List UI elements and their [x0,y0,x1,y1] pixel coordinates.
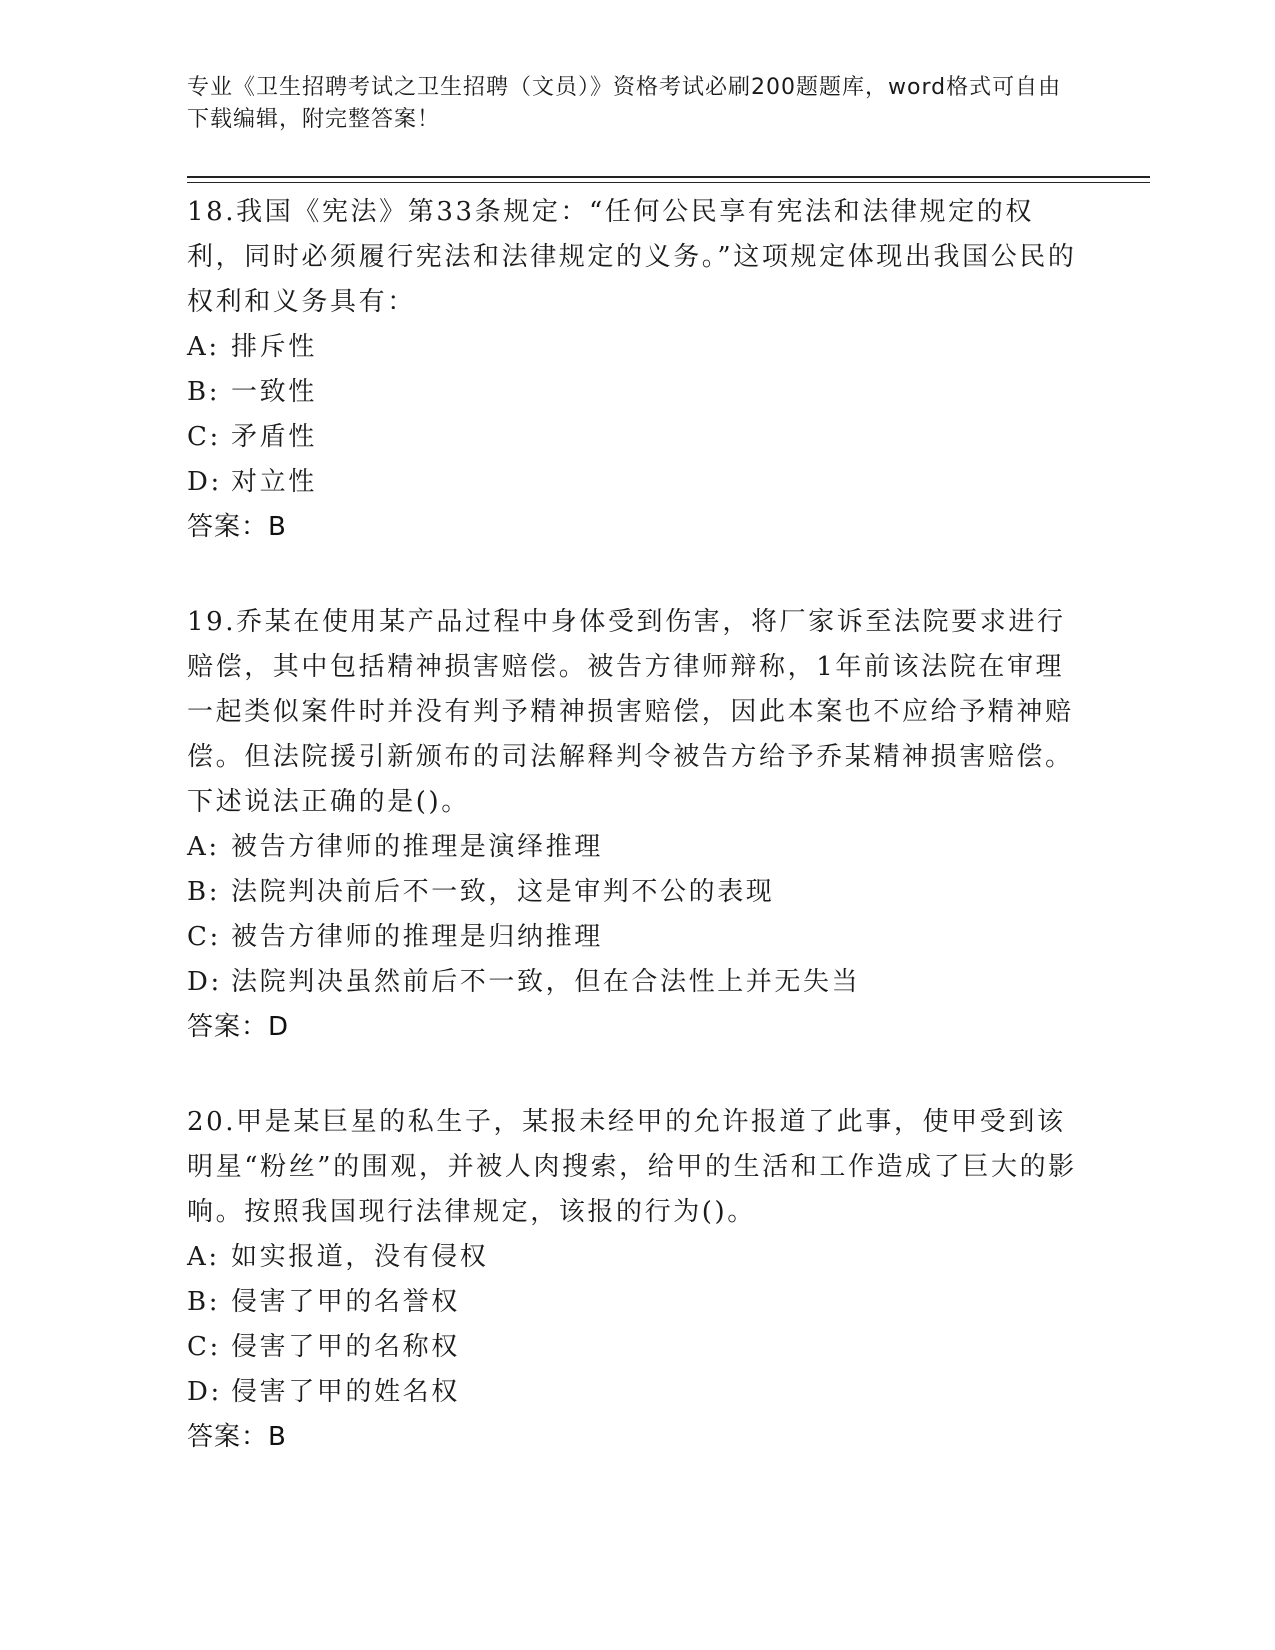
option-letter: D: [187,1377,222,1407]
header-rule-thin [187,182,1150,183]
option-text: 被告方律师的推理是归纳推理 [231,922,603,952]
option-text: 一致性 [231,377,317,407]
option-letter: A: [187,332,220,362]
option-text: 侵害了甲的名誉权 [231,1287,460,1317]
option-a [187,325,1087,370]
question-list [187,190,1087,1460]
option-c [187,915,1087,960]
option-letter: C: [187,922,221,952]
question-stem: 20.甲是某巨星的私生子，某报未经甲的允许报道了此事，使甲受到该明星“粉丝”的围观，并被人肉搜索，给甲的生活和工作造成了巨大的影响。按照我国现行法律规定，该报的行为()。 [187,1107,1077,1227]
option-text: 如实报道，没有侵权 [231,1242,489,1272]
question-20 [187,1100,1087,1460]
option-text: 矛盾性 [231,422,317,452]
option-text: 法院判决虽然前后不一致，但在合法性上并无失当 [231,967,861,997]
option-b [187,370,1087,415]
option-a [187,1235,1087,1280]
option-text: 排斥性 [231,332,317,362]
option-b [187,870,1087,915]
question-stem: 19.乔某在使用某产品过程中身体受到伤害，将厂家诉至法院要求进行赔偿，其中包括精神损害赔偿。被告方律师辩称，1年前该法院在审理一起类似案件时并没有判予精神损害赔偿，因此本案也不应给予精神赔偿。但法院援引新颁布的司法解释判令被告方给予乔某精神损害赔偿。下述说法正确的是()。 [187,607,1074,817]
option-d [187,460,1087,505]
option-letter: B: [187,877,221,907]
option-letter: A: [187,1242,220,1272]
answer-line: 答案：B [187,512,287,542]
option-letter: C: [187,422,221,452]
option-b [187,1280,1087,1325]
option-text: 法院判决前后不一致，这是审判不公的表现 [231,877,775,907]
option-text: 侵害了甲的名称权 [231,1332,460,1362]
option-letter: C: [187,1332,221,1362]
answer-line: 答案：D [187,1012,290,1042]
option-d [187,960,1087,1005]
question-18 [187,190,1087,550]
option-c [187,415,1087,460]
header-rule-thick [187,176,1150,178]
option-letter: B: [187,1287,221,1317]
question-gap [187,1050,1087,1100]
option-a [187,825,1087,870]
option-c [187,1325,1087,1370]
option-text: 侵害了甲的姓名权 [231,1377,460,1407]
option-letter: D: [187,467,222,497]
question-stem: 18.我国《宪法》第33条规定：“任何公民享有宪法和法律规定的权利，同时必须履行宪法和法律规定的义务。”这项规定体现出我国公民的权利和义务具有： [187,197,1077,317]
document-header: 专业《卫生招聘考试之卫生招聘（文员）》资格考试必刷200题题库，word格式可自由下载编辑，附完整答案！ [187,75,1062,132]
option-text: 被告方律师的推理是演绎推理 [231,832,603,862]
option-letter: A: [187,832,220,862]
question-gap [187,550,1087,600]
option-text: 对立性 [231,467,317,497]
question-19 [187,600,1087,1050]
answer-line: 答案：B [187,1422,287,1452]
option-d [187,1370,1087,1415]
option-letter: D: [187,967,222,997]
option-letter: B: [187,377,221,407]
